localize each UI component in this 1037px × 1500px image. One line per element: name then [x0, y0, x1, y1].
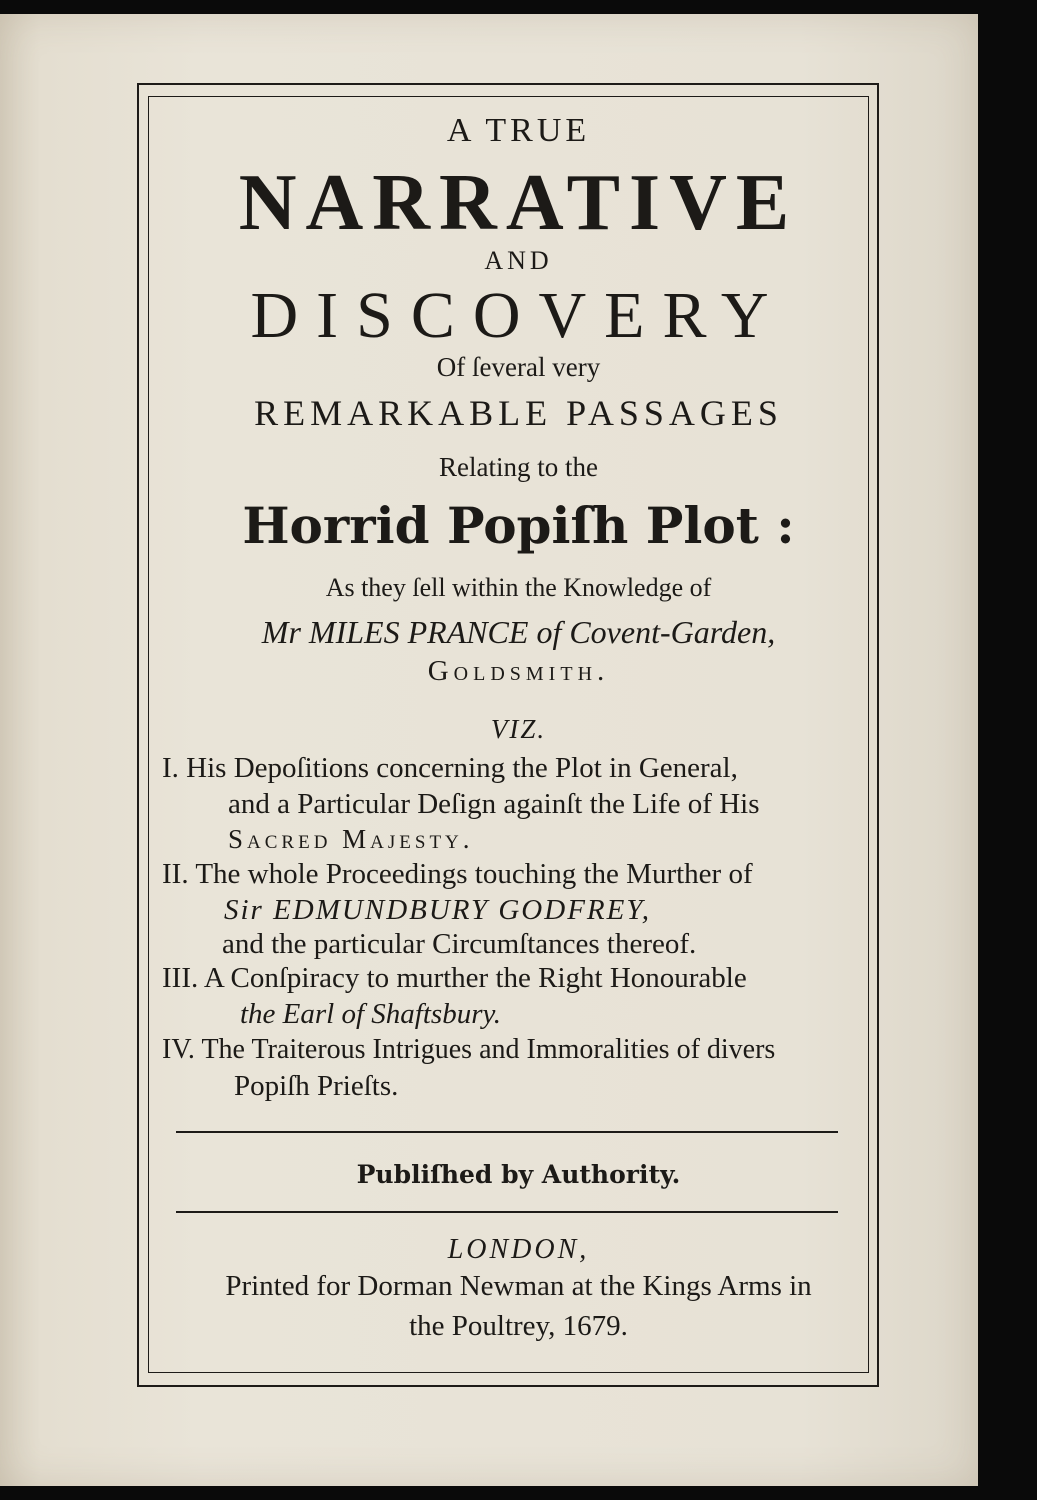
- title-line-a-true: A TRUE: [446, 112, 591, 149]
- imprint-london: LONDON,: [447, 1234, 590, 1265]
- divider-rule-bottom: [176, 1211, 838, 1213]
- imprint-printed-for: Printed for Dorman Newman at the Kings Arms in: [225, 1270, 812, 1302]
- item-line: A Conſpiracy to murther the Right Honourable: [203, 962, 747, 994]
- divider-rule-top: [176, 1131, 838, 1133]
- item-4-line-2: Popiſh Prieſts.: [234, 1070, 399, 1102]
- title-line-viz: VIZ.: [490, 714, 547, 744]
- title-line-remarkable: REMARKABLE PASSAGES: [254, 393, 783, 433]
- item-2-line-2: Sir EDMUNDBURY GODFREY,: [224, 894, 652, 926]
- item-number: I.: [162, 752, 179, 784]
- item-number: III.: [162, 962, 199, 994]
- item-line: The whole Proceedings touching the Murther of: [195, 858, 753, 890]
- item-1-line-3: Sacred Majesty.: [228, 824, 474, 854]
- item-line: The Traiterous Intrigues and Immoralities of divers: [201, 1034, 776, 1065]
- imprint-poultrey-date: the Poultrey, 1679.: [409, 1310, 628, 1342]
- item-1-line-2: and a Particular Deſign againſt the Life of His: [228, 788, 760, 820]
- item-number: IV.: [162, 1034, 195, 1065]
- title-line-miles-prance: Mr MILES PRANCE of Covent-Garden,: [261, 614, 776, 650]
- list-item-1: [162, 752, 852, 785]
- title-line-discovery: DISCOVERY: [250, 279, 787, 352]
- title-line-of-several: Of ſeveral very: [436, 352, 601, 382]
- title-line-narrative: NARRATIVE: [238, 159, 799, 247]
- list-item-2: [162, 858, 852, 891]
- item-line: His Depoſitions concerning the Plot in General,: [186, 752, 738, 784]
- title-line-and: AND: [484, 246, 553, 275]
- item-number: II.: [162, 858, 189, 890]
- title-line-horrid-popish-plot: Horrid Popiſh Plot :: [242, 496, 795, 555]
- title-line-as-they: As they ſell within the Knowledge of: [325, 573, 712, 602]
- list-item-4: [162, 1034, 852, 1066]
- published-by-authority: Publiſhed by Authority.: [356, 1160, 681, 1189]
- title-line-relating: Relating to the: [439, 452, 598, 482]
- title-line-goldsmith: Goldsmith.: [427, 655, 610, 687]
- list-item-3: [162, 962, 852, 995]
- item-3-line-2: the Earl of Shaftsbury.: [240, 998, 501, 1030]
- item-2-line-3: and the particular Circumſtances thereof.: [222, 928, 697, 960]
